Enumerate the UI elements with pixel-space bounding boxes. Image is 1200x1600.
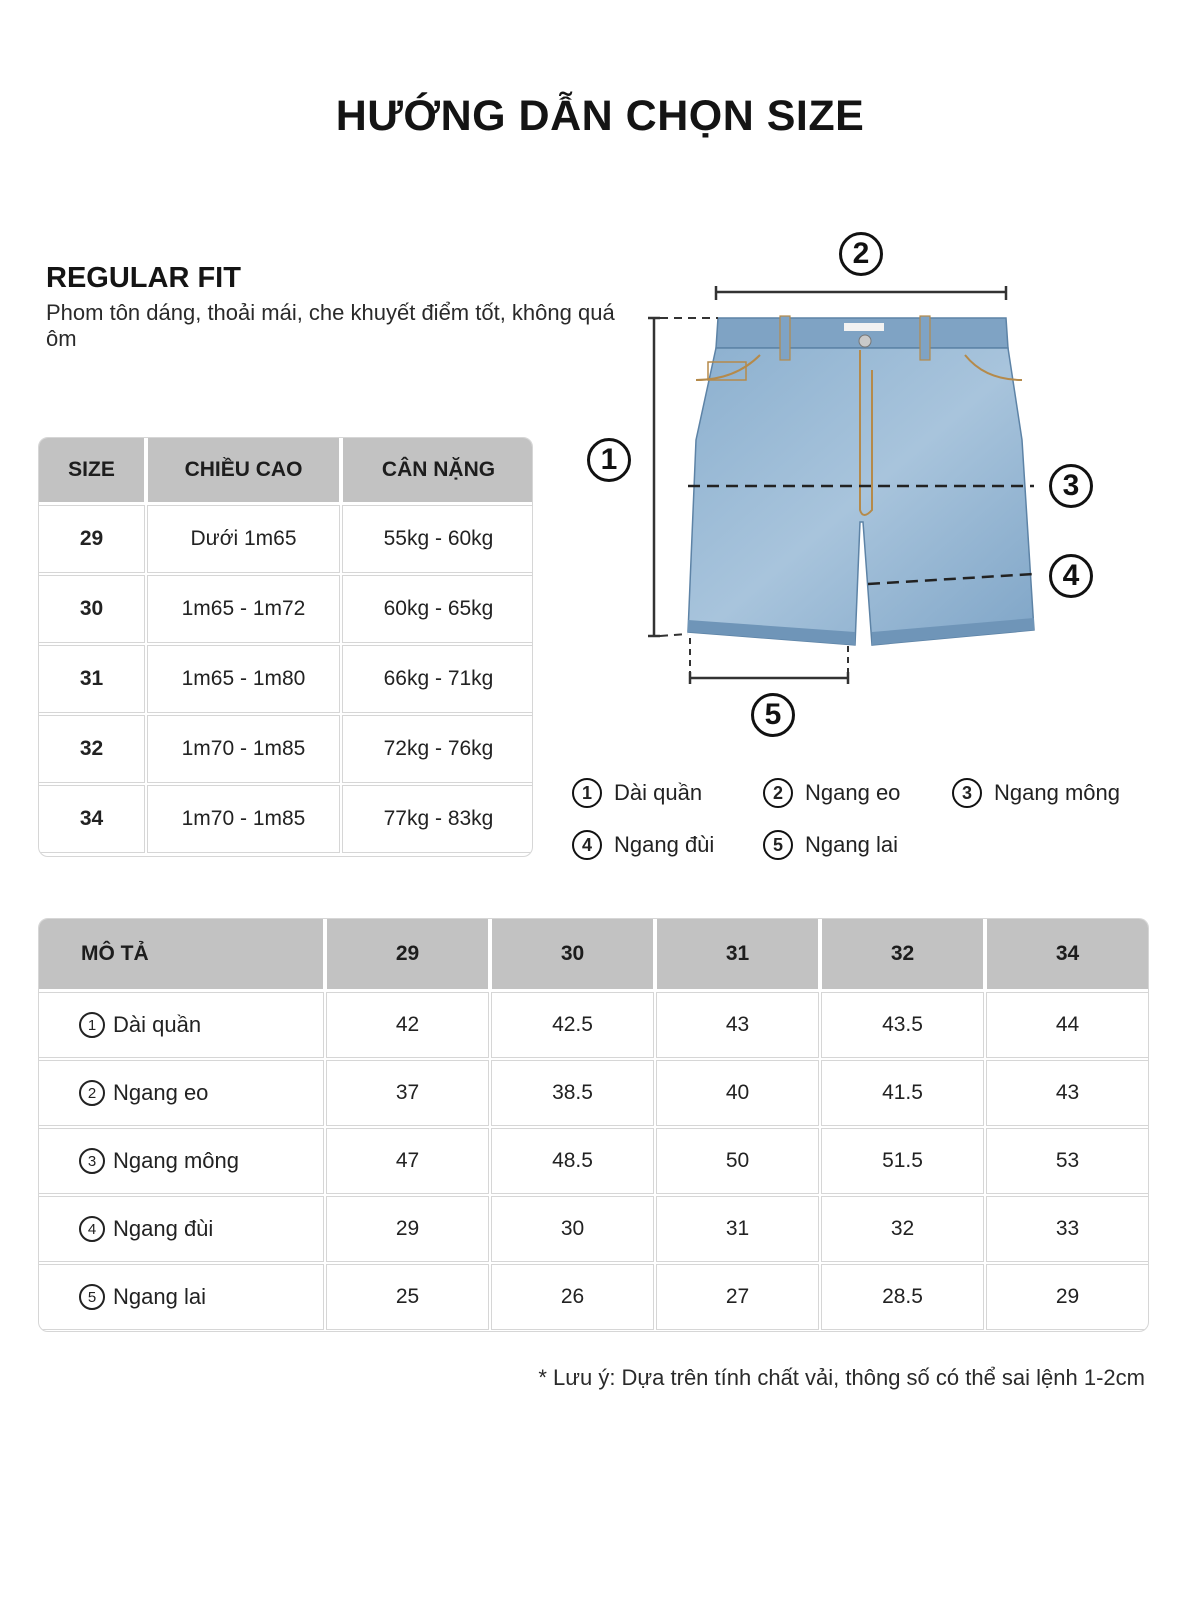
shorts-illustration <box>560 220 1200 750</box>
measurement-value: 33 <box>987 1197 1148 1261</box>
shorts-diagram <box>560 220 1200 750</box>
measurement-value: 42 <box>327 993 488 1057</box>
measurement-value: 26 <box>492 1265 653 1329</box>
measurement-row-label <box>39 1265 323 1329</box>
legend-number: 2 <box>763 778 793 808</box>
weight-cell: 55kg - 60kg <box>343 506 533 572</box>
measurement-value: 37 <box>327 1061 488 1125</box>
row-number: 5 <box>79 1284 105 1310</box>
measurement-value: 48.5 <box>492 1129 653 1193</box>
marker-1: 1 <box>587 438 631 482</box>
row-number: 2 <box>79 1080 105 1106</box>
measurement-value: 53 <box>987 1129 1148 1193</box>
size-cell: 34 <box>39 786 144 852</box>
measurement-value: 32 <box>822 1197 983 1261</box>
size-cell: 31 <box>39 646 144 712</box>
weight-cell: 72kg - 76kg <box>343 716 533 782</box>
measurement-value: 29 <box>327 1197 488 1261</box>
measurement-header-size: 32 <box>822 919 983 989</box>
fit-title: REGULAR FIT <box>46 262 241 294</box>
weight-cell: 77kg - 83kg <box>343 786 533 852</box>
fit-description: Phom tôn dáng, thoải mái, che khuyết điểm tốt, không quá ôm <box>46 300 615 351</box>
page-title: HƯỚNG DẪN CHỌN SIZE <box>335 92 865 140</box>
measurement-value: 31 <box>657 1197 818 1261</box>
measurement-header-size: 29 <box>327 919 488 989</box>
row-label: Ngang lai <box>113 1284 206 1309</box>
row-number: 4 <box>79 1216 105 1242</box>
weight-cell: 66kg - 71kg <box>343 646 533 712</box>
legend-label: Ngang eo <box>805 780 901 805</box>
height-cell: 1m70 - 1m85 <box>148 786 339 852</box>
measurement-value: 51.5 <box>822 1129 983 1193</box>
height-cell: Dưới 1m65 <box>148 506 339 572</box>
measurement-row-label <box>39 1129 323 1193</box>
row-number: 3 <box>79 1148 105 1174</box>
footnote: * Lưu ý: Dựa trên tính chất vải, thông số có thể sai lệnh 1-2cm <box>538 1365 1145 1390</box>
legend-label: Ngang lai <box>805 832 898 857</box>
measurement-value: 42.5 <box>492 993 653 1057</box>
measurement-value: 27 <box>657 1265 818 1329</box>
legend-label: Dài quần <box>614 780 703 805</box>
row-label: Ngang eo <box>113 1080 209 1105</box>
legend-item <box>572 830 714 860</box>
marker-5: 5 <box>751 693 795 737</box>
measurement-row-label <box>39 1197 323 1261</box>
measurement-value: 43 <box>657 993 818 1057</box>
legend-item <box>572 778 702 808</box>
row-label: Ngang mông <box>113 1148 239 1173</box>
size-table-header-height: CHIỀU CAO <box>148 438 339 502</box>
size-cell: 30 <box>39 576 144 642</box>
measurement-value: 30 <box>492 1197 653 1261</box>
measurement-header-description: MÔ TẢ <box>39 919 323 989</box>
measurement-header-size: 30 <box>492 919 653 989</box>
marker-3: 3 <box>1049 464 1093 508</box>
measurement-row-label <box>39 993 323 1057</box>
legend-item <box>952 778 1120 808</box>
measurement-value: 41.5 <box>822 1061 983 1125</box>
row-label: Dài quần <box>113 1012 202 1037</box>
legend-number: 3 <box>952 778 982 808</box>
legend-number: 5 <box>763 830 793 860</box>
measurement-value: 43 <box>987 1061 1148 1125</box>
size-cell: 29 <box>39 506 144 572</box>
measurement-value: 40 <box>657 1061 818 1125</box>
measurement-value: 43.5 <box>822 993 983 1057</box>
weight-cell: 60kg - 65kg <box>343 576 533 642</box>
measurement-legend <box>572 776 1192 866</box>
size-table-header-size: SIZE <box>39 438 144 502</box>
legend-label: Ngang đùi <box>614 832 715 857</box>
legend-item <box>763 830 898 860</box>
measurement-value: 29 <box>987 1265 1148 1329</box>
marker-4: 4 <box>1049 554 1093 598</box>
legend-item <box>763 778 900 808</box>
marker-2: 2 <box>839 232 883 276</box>
height-cell: 1m65 - 1m80 <box>148 646 339 712</box>
height-cell: 1m70 - 1m85 <box>148 716 339 782</box>
measurement-table <box>38 918 1149 1332</box>
legend-number: 4 <box>572 830 602 860</box>
measurement-value: 38.5 <box>492 1061 653 1125</box>
size-table <box>38 437 533 857</box>
row-label: Ngang đùi <box>113 1216 214 1241</box>
measurement-header-size: 31 <box>657 919 818 989</box>
measurement-value: 25 <box>327 1265 488 1329</box>
height-cell: 1m65 - 1m72 <box>148 576 339 642</box>
legend-label: Ngang mông <box>994 780 1120 805</box>
measurement-value: 28.5 <box>822 1265 983 1329</box>
measurement-row-label <box>39 1061 323 1125</box>
measurement-value: 44 <box>987 993 1148 1057</box>
row-number: 1 <box>79 1012 105 1038</box>
legend-number: 1 <box>572 778 602 808</box>
size-table-header-weight: CÂN NẶNG <box>343 438 533 502</box>
measurement-value: 50 <box>657 1129 818 1193</box>
measurement-header-size: 34 <box>987 919 1148 989</box>
measurement-value: 47 <box>327 1129 488 1193</box>
size-cell: 32 <box>39 716 144 782</box>
